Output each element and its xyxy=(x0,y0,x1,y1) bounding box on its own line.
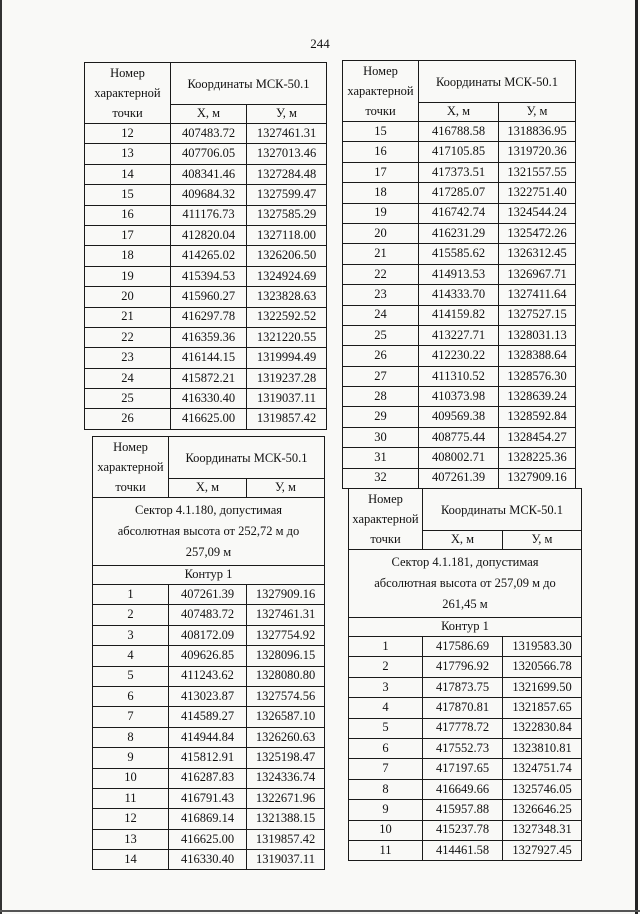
x-coordinate-cell: 416869.14 xyxy=(169,809,247,829)
table-row xyxy=(93,768,325,788)
point-number-cell: 21 xyxy=(343,244,419,264)
point-number-cell: 8 xyxy=(349,779,423,799)
y-coordinate-cell: 1328080.80 xyxy=(247,666,325,686)
table-row xyxy=(343,427,576,447)
y-coordinate-cell: 1328592.84 xyxy=(499,407,576,427)
table-row xyxy=(343,122,576,142)
y-coordinate-cell: 1328576.30 xyxy=(499,366,576,386)
x-coordinate-cell: 417586.69 xyxy=(423,637,503,657)
y-coordinate-cell: 1321220.55 xyxy=(247,327,327,347)
y-coordinate-cell: 1325746.05 xyxy=(503,779,582,799)
y-coordinate-cell: 1328454.27 xyxy=(499,427,576,447)
x-coordinate-cell: 412820.04 xyxy=(171,225,247,245)
point-number-cell: 14 xyxy=(93,850,169,870)
y-coordinate-cell: 1321857.65 xyxy=(503,698,582,718)
y-coordinate-cell: 1327585.29 xyxy=(247,205,327,225)
table-row xyxy=(343,223,576,243)
table-row xyxy=(343,407,576,427)
table-row xyxy=(85,124,327,144)
coordinates-table-1 xyxy=(84,62,327,430)
table-row xyxy=(93,850,325,870)
y-coordinate-cell: 1328388.64 xyxy=(499,346,576,366)
table-row xyxy=(85,409,327,429)
point-number-cell: 25 xyxy=(343,325,419,345)
contour-label: Контур 1 xyxy=(93,566,325,585)
point-number-cell: 18 xyxy=(85,246,171,266)
x-coordinate-cell: 407706.05 xyxy=(171,144,247,164)
x-coordinate-cell: 415237.78 xyxy=(423,820,503,840)
table-row xyxy=(349,637,582,657)
point-number-cell: 1 xyxy=(93,585,169,605)
x-coordinate-cell: 417373.51 xyxy=(419,162,499,182)
table-row xyxy=(343,285,576,305)
point-number-cell: 27 xyxy=(343,366,419,386)
table-row xyxy=(343,162,576,182)
point-number-cell: 8 xyxy=(93,727,169,747)
y-coordinate-cell: 1319037.11 xyxy=(247,389,327,409)
contour-label: Контур 1 xyxy=(349,618,582,637)
x-coordinate-cell: 417285.07 xyxy=(419,183,499,203)
coordinates-table-sector-4-1-181 xyxy=(348,488,582,861)
table-row xyxy=(93,748,325,768)
table-row xyxy=(93,707,325,727)
x-coordinate-cell: 409569.38 xyxy=(419,407,499,427)
point-number-cell: 31 xyxy=(343,448,419,468)
y-coordinate-cell: 1327461.31 xyxy=(247,124,327,144)
y-coordinate-cell: 1327411.64 xyxy=(499,285,576,305)
scan-border-right xyxy=(635,0,638,914)
x-header: Х, м xyxy=(419,103,499,122)
y-coordinate-cell: 1324544.24 xyxy=(499,203,576,223)
y-header: У, м xyxy=(503,531,582,550)
point-number-cell: 2 xyxy=(93,605,169,625)
y-coordinate-cell: 1319583.30 xyxy=(503,637,582,657)
table-row xyxy=(93,605,325,625)
table-row xyxy=(85,164,327,184)
y-coordinate-cell: 1327527.15 xyxy=(499,305,576,325)
y-coordinate-cell: 1322671.96 xyxy=(247,788,325,808)
x-coordinate-cell: 416330.40 xyxy=(171,389,247,409)
y-coordinate-cell: 1326646.25 xyxy=(503,800,582,820)
coordinates-table-2 xyxy=(342,60,576,489)
x-coordinate-cell: 416791.43 xyxy=(169,788,247,808)
x-coordinate-cell: 413227.71 xyxy=(419,325,499,345)
point-number-cell: 4 xyxy=(93,646,169,666)
x-coordinate-cell: 409684.32 xyxy=(171,185,247,205)
table-row xyxy=(349,800,582,820)
x-coordinate-cell: 407483.72 xyxy=(169,605,247,625)
x-coordinate-cell: 408341.46 xyxy=(171,164,247,184)
y-coordinate-cell: 1324751.74 xyxy=(503,759,582,779)
x-coordinate-cell: 412230.22 xyxy=(419,346,499,366)
x-coordinate-cell: 416649.66 xyxy=(423,779,503,799)
point-number-cell: 24 xyxy=(85,368,171,388)
table-row xyxy=(349,779,582,799)
x-coordinate-cell: 416144.15 xyxy=(171,348,247,368)
point-number-cell: 6 xyxy=(349,738,423,758)
x-coordinate-cell: 416742.74 xyxy=(419,203,499,223)
point-number-cell: 9 xyxy=(349,800,423,820)
x-coordinate-cell: 415394.53 xyxy=(171,266,247,286)
table-row xyxy=(85,307,327,327)
x-coordinate-cell: 417796.92 xyxy=(423,657,503,677)
table-row xyxy=(343,264,576,284)
table-row xyxy=(343,325,576,345)
table-row xyxy=(343,142,576,162)
table-row xyxy=(349,657,582,677)
x-coordinate-cell: 414333.70 xyxy=(419,285,499,305)
table-row xyxy=(349,718,582,738)
table-row xyxy=(343,366,576,386)
coordinates-table-sector-4-1-180 xyxy=(92,436,325,870)
x-coordinate-cell: 411243.62 xyxy=(169,666,247,686)
y-coordinate-cell: 1322751.40 xyxy=(499,183,576,203)
y-coordinate-cell: 1324924.69 xyxy=(247,266,327,286)
point-number-cell: 13 xyxy=(93,829,169,849)
x-coordinate-cell: 416287.83 xyxy=(169,768,247,788)
point-number-cell: 29 xyxy=(343,407,419,427)
table-row xyxy=(349,677,582,697)
x-coordinate-cell: 414461.58 xyxy=(423,840,503,860)
point-number-cell: 22 xyxy=(343,264,419,284)
point-number-header: Номер характерной точки xyxy=(93,437,169,498)
table-row xyxy=(343,305,576,325)
table-row xyxy=(85,225,327,245)
coordinates-header: Координаты МСК-50.1 xyxy=(169,437,325,479)
y-header: У, м xyxy=(247,479,325,498)
table-row xyxy=(85,266,327,286)
page-number: 244 xyxy=(310,36,330,51)
point-number-cell: 21 xyxy=(85,307,171,327)
point-number-cell: 28 xyxy=(343,387,419,407)
table-row xyxy=(85,205,327,225)
point-number-cell: 2 xyxy=(349,657,423,677)
x-coordinate-cell: 415957.88 xyxy=(423,800,503,820)
y-coordinate-cell: 1319720.36 xyxy=(499,142,576,162)
table-row xyxy=(343,346,576,366)
table-row xyxy=(93,809,325,829)
table-row xyxy=(343,244,576,264)
y-coordinate-cell: 1328639.24 xyxy=(499,387,576,407)
y-coordinate-cell: 1326587.10 xyxy=(247,707,325,727)
y-coordinate-cell: 1326312.45 xyxy=(499,244,576,264)
x-coordinate-cell: 408002.71 xyxy=(419,448,499,468)
x-coordinate-cell: 415585.62 xyxy=(419,244,499,264)
x-coordinate-cell: 417105.85 xyxy=(419,142,499,162)
point-number-cell: 13 xyxy=(85,144,171,164)
table-row xyxy=(349,759,582,779)
point-number-cell: 5 xyxy=(93,666,169,686)
table-row xyxy=(343,448,576,468)
y-coordinate-cell: 1323828.63 xyxy=(247,287,327,307)
x-coordinate-cell: 414159.82 xyxy=(419,305,499,325)
y-coordinate-cell: 1327574.56 xyxy=(247,686,325,706)
table-row xyxy=(343,203,576,223)
x-header: Х, м xyxy=(423,531,503,550)
y-coordinate-cell: 1327754.92 xyxy=(247,625,325,645)
point-number-cell: 10 xyxy=(349,820,423,840)
y-coordinate-cell: 1321388.15 xyxy=(247,809,325,829)
y-coordinate-cell: 1319237.28 xyxy=(247,368,327,388)
x-coordinate-cell: 414589.27 xyxy=(169,707,247,727)
point-number-cell: 3 xyxy=(349,677,423,697)
point-number-cell: 7 xyxy=(349,759,423,779)
table-row xyxy=(85,368,327,388)
y-coordinate-cell: 1327013.46 xyxy=(247,144,327,164)
x-coordinate-cell: 417778.72 xyxy=(423,718,503,738)
x-coordinate-cell: 415960.27 xyxy=(171,287,247,307)
y-coordinate-cell: 1327927.45 xyxy=(503,840,582,860)
table-row xyxy=(85,327,327,347)
y-coordinate-cell: 1326206.50 xyxy=(247,246,327,266)
point-number-cell: 22 xyxy=(85,327,171,347)
y-coordinate-cell: 1327909.16 xyxy=(247,585,325,605)
y-coordinate-cell: 1328096.15 xyxy=(247,646,325,666)
x-coordinate-cell: 407261.39 xyxy=(419,468,499,488)
x-coordinate-cell: 410373.98 xyxy=(419,387,499,407)
point-number-cell: 11 xyxy=(93,788,169,808)
x-coordinate-cell: 416625.00 xyxy=(169,829,247,849)
table-row xyxy=(93,727,325,747)
x-coordinate-cell: 414913.53 xyxy=(419,264,499,284)
y-coordinate-cell: 1327348.31 xyxy=(503,820,582,840)
x-coordinate-cell: 416330.40 xyxy=(169,850,247,870)
point-number-cell: 7 xyxy=(93,707,169,727)
x-coordinate-cell: 414944.84 xyxy=(169,727,247,747)
point-number-cell: 12 xyxy=(85,124,171,144)
table-row xyxy=(85,389,327,409)
sector-caption: Сектор 4.1.180, допустимая абсолютная высота от 252,72 м до 257,09 м xyxy=(93,498,325,566)
y-coordinate-cell: 1326967.71 xyxy=(499,264,576,284)
y-coordinate-cell: 1327909.16 xyxy=(499,468,576,488)
table-row xyxy=(85,246,327,266)
table-row xyxy=(343,387,576,407)
x-coordinate-cell: 409626.85 xyxy=(169,646,247,666)
table-row xyxy=(93,829,325,849)
x-coordinate-cell: 416788.58 xyxy=(419,122,499,142)
x-coordinate-cell: 413023.87 xyxy=(169,686,247,706)
point-number-cell: 12 xyxy=(93,809,169,829)
scan-border-bottom xyxy=(0,910,640,912)
y-coordinate-cell: 1327599.47 xyxy=(247,185,327,205)
table-row xyxy=(343,468,576,488)
point-number-cell: 26 xyxy=(343,346,419,366)
point-number-cell: 9 xyxy=(93,748,169,768)
x-coordinate-cell: 408172.09 xyxy=(169,625,247,645)
point-number-cell: 20 xyxy=(343,223,419,243)
y-header: У, м xyxy=(499,103,576,122)
y-coordinate-cell: 1325198.47 xyxy=(247,748,325,768)
y-coordinate-cell: 1322592.52 xyxy=(247,307,327,327)
x-coordinate-cell: 416359.36 xyxy=(171,327,247,347)
x-coordinate-cell: 415872.21 xyxy=(171,368,247,388)
y-coordinate-cell: 1321699.50 xyxy=(503,677,582,697)
table-row xyxy=(85,348,327,368)
x-coordinate-cell: 416231.29 xyxy=(419,223,499,243)
y-coordinate-cell: 1321557.55 xyxy=(499,162,576,182)
point-number-cell: 16 xyxy=(343,142,419,162)
y-coordinate-cell: 1319994.49 xyxy=(247,348,327,368)
point-number-cell: 17 xyxy=(343,162,419,182)
coordinates-header: Координаты МСК-50.1 xyxy=(423,489,582,531)
point-number-cell: 15 xyxy=(343,122,419,142)
point-number-header: Номер характерной точки xyxy=(349,489,423,550)
y-coordinate-cell: 1326260.63 xyxy=(247,727,325,747)
point-number-cell: 3 xyxy=(93,625,169,645)
point-number-cell: 32 xyxy=(343,468,419,488)
point-number-cell: 1 xyxy=(349,637,423,657)
table-row xyxy=(349,738,582,758)
x-coordinate-cell: 416625.00 xyxy=(171,409,247,429)
x-coordinate-cell: 414265.02 xyxy=(171,246,247,266)
point-number-cell: 23 xyxy=(343,285,419,305)
point-number-cell: 25 xyxy=(85,389,171,409)
x-coordinate-cell: 407483.72 xyxy=(171,124,247,144)
point-number-cell: 20 xyxy=(85,287,171,307)
table-row xyxy=(349,820,582,840)
point-number-cell: 24 xyxy=(343,305,419,325)
point-number-cell: 5 xyxy=(349,718,423,738)
x-coordinate-cell: 417552.73 xyxy=(423,738,503,758)
x-coordinate-cell: 408775.44 xyxy=(419,427,499,447)
x-coordinate-cell: 407261.39 xyxy=(169,585,247,605)
table-row xyxy=(349,840,582,860)
x-coordinate-cell: 415812.91 xyxy=(169,748,247,768)
point-number-cell: 6 xyxy=(93,686,169,706)
table-row xyxy=(349,698,582,718)
point-number-cell: 19 xyxy=(343,203,419,223)
point-number-cell: 16 xyxy=(85,205,171,225)
point-number-cell: 19 xyxy=(85,266,171,286)
point-number-cell: 15 xyxy=(85,185,171,205)
table-row xyxy=(85,287,327,307)
scan-border-left xyxy=(0,0,2,914)
x-coordinate-cell: 417197.65 xyxy=(423,759,503,779)
y-coordinate-cell: 1320566.78 xyxy=(503,657,582,677)
y-coordinate-cell: 1319037.11 xyxy=(247,850,325,870)
table-row xyxy=(93,788,325,808)
y-coordinate-cell: 1328225.36 xyxy=(499,448,576,468)
y-coordinate-cell: 1323810.81 xyxy=(503,738,582,758)
table-row xyxy=(85,144,327,164)
point-number-cell: 18 xyxy=(343,183,419,203)
y-coordinate-cell: 1327118.00 xyxy=(247,225,327,245)
x-coordinate-cell: 411310.52 xyxy=(419,366,499,386)
y-coordinate-cell: 1328031.13 xyxy=(499,325,576,345)
table-row xyxy=(93,666,325,686)
point-number-cell: 11 xyxy=(349,840,423,860)
x-coordinate-cell: 411176.73 xyxy=(171,205,247,225)
point-number-cell: 14 xyxy=(85,164,171,184)
y-coordinate-cell: 1322830.84 xyxy=(503,718,582,738)
x-coordinate-cell: 417870.81 xyxy=(423,698,503,718)
table-row xyxy=(93,686,325,706)
table-row xyxy=(93,625,325,645)
point-number-cell: 17 xyxy=(85,225,171,245)
point-number-header: Номер характерной точки xyxy=(343,61,419,122)
point-number-cell: 30 xyxy=(343,427,419,447)
point-number-cell: 26 xyxy=(85,409,171,429)
y-coordinate-cell: 1327461.31 xyxy=(247,605,325,625)
table-row xyxy=(93,646,325,666)
x-coordinate-cell: 417873.75 xyxy=(423,677,503,697)
x-header: Х, м xyxy=(171,105,247,124)
point-number-header: Номер характерной точки xyxy=(85,63,171,124)
point-number-cell: 10 xyxy=(93,768,169,788)
y-coordinate-cell: 1327284.48 xyxy=(247,164,327,184)
y-coordinate-cell: 1319857.42 xyxy=(247,829,325,849)
x-coordinate-cell: 416297.78 xyxy=(171,307,247,327)
table-row xyxy=(85,185,327,205)
point-number-cell: 23 xyxy=(85,348,171,368)
table-row xyxy=(93,585,325,605)
point-number-cell: 4 xyxy=(349,698,423,718)
coordinates-header: Координаты МСК-50.1 xyxy=(171,63,327,105)
x-header: Х, м xyxy=(169,479,247,498)
y-coordinate-cell: 1318836.95 xyxy=(499,122,576,142)
coordinates-header: Координаты МСК-50.1 xyxy=(419,61,576,103)
table-row xyxy=(343,183,576,203)
y-coordinate-cell: 1325472.26 xyxy=(499,223,576,243)
y-header: У, м xyxy=(247,105,327,124)
y-coordinate-cell: 1324336.74 xyxy=(247,768,325,788)
sector-caption: Сектор 4.1.181, допустимая абсолютная высота от 257,09 м до 261,45 м xyxy=(349,550,582,618)
y-coordinate-cell: 1319857.42 xyxy=(247,409,327,429)
